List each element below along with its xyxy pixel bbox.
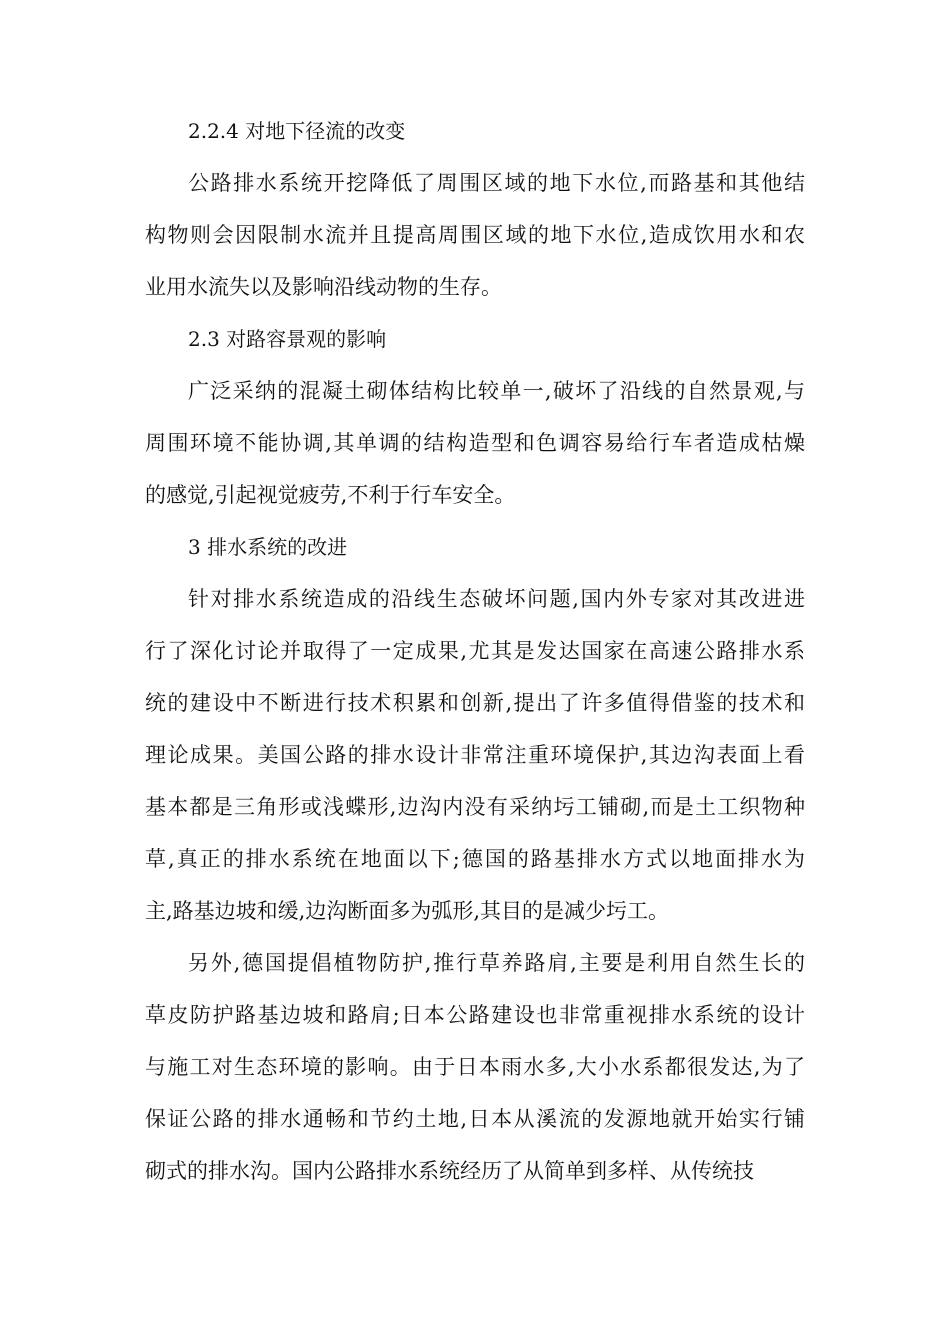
paragraph [145,378,805,508]
paragraph-line: 砌式的排水沟。国内公路排水系统经历了从简单到多样、从传统技 [145,1159,754,1183]
paragraph-line: 针对排水系统造成的沿线生态破坏问题,国内外专家对其改进进 [188,587,805,611]
paragraph [145,170,805,300]
paragraph-line: 另外,德国提倡植物防护,推行草养路肩,主要是利用自然生长的 [188,951,805,975]
paragraph-line: 草,真正的排水系统在地面以下;德国的路基排水方式以地面排水为 [145,847,805,871]
paragraph-line: 行了深化讨论并取得了一定成果,尤其是发达国家在高速公路排水系 [145,639,805,663]
paragraph-line: 公路排水系统开挖降低了周围区域的地下水位,而路基和其他结 [188,171,805,195]
paragraph-line: 统的建设中不断进行技术积累和创新,提出了许多值得借鉴的技术和 [145,691,805,715]
section-heading: 3 排水系统的改进 [188,535,348,559]
document-body [145,118,805,1210]
paragraph [145,950,805,1184]
paragraph-line: 广泛采纳的混凝土砌体结构比较单一,破坏了沿线的自然景观,与 [188,379,805,403]
paragraph-line: 主,路基边坡和缓,边沟断面多为弧形,其目的是减少圬工。 [145,899,670,923]
paragraph-line: 周围环境不能协调,其单调的结构造型和色调容易给行车者造成枯燥 [145,431,805,455]
paragraph-line: 理论成果。美国公路的排水设计非常注重环境保护,其边沟表面上看 [145,743,805,767]
paragraph-line: 草皮防护路基边坡和路肩;日本公路建设也非常重视排水系统的设计 [145,1003,805,1027]
paragraph-line: 构物则会因限制水流并且提高周围区域的地下水位,造成饮用水和农 [145,223,805,247]
section-heading: 2.2.4 对地下径流的改变 [188,119,406,143]
section-heading: 2.3 对路容景观的影响 [188,327,387,351]
paragraph-line: 保证公路的排水通畅和节约土地,日本从溪流的发源地就开始实行铺 [145,1107,805,1131]
paragraph-line: 与施工对生态环境的影响。由于日本雨水多,大小水系都很发达,为了 [145,1055,805,1079]
paragraph-line: 基本都是三角形或浅蝶形,边沟内没有采纳圬工铺砌,而是土工织物种 [145,795,805,819]
paragraph-line: 业用水流失以及影响沿线动物的生存。 [145,275,502,299]
paragraph [145,586,805,924]
paragraph-line: 的感觉,引起视觉疲劳,不利于行车安全。 [145,483,516,507]
